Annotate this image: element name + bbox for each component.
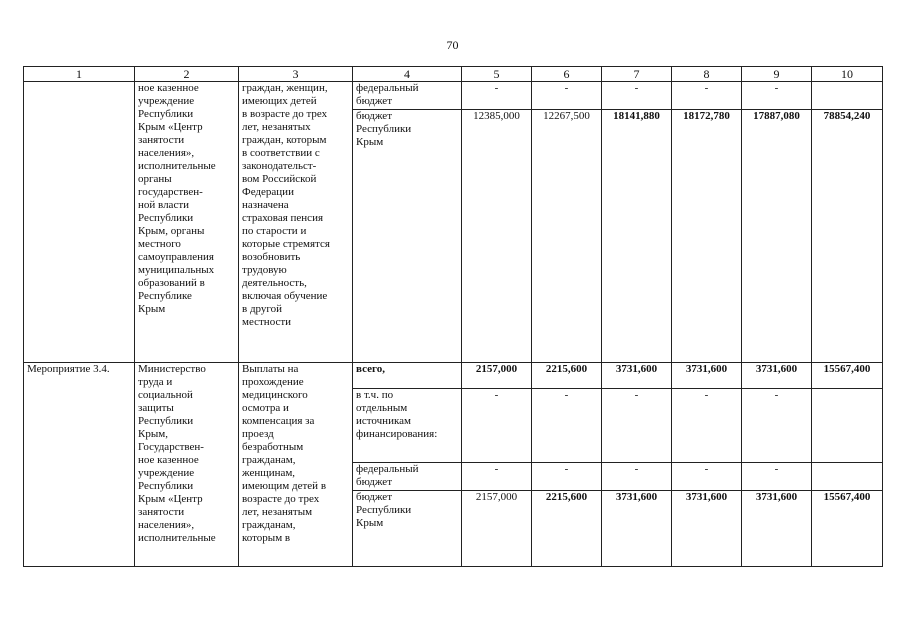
value-cell: -: [602, 463, 672, 491]
header-col-4: 4: [353, 67, 462, 82]
source-label: федеральный бюджет: [353, 463, 462, 491]
value-cell: -: [602, 389, 672, 463]
value-cell: 18141,880: [602, 110, 672, 363]
source-label: бюджет Республики Крым: [353, 110, 462, 363]
value-cell: -: [742, 82, 812, 110]
value-cell: 2157,000: [462, 491, 532, 567]
value-cell: -: [742, 389, 812, 463]
value-cell: 17887,080: [742, 110, 812, 363]
description-cell: граждан, женщин, имеющих детей в возрасте до трех лет, незанятых граждан, которым в соответствии с законодательст- вом Российской Федерации назначена страховая пенсия по старости и которые стремятся возобновить трудовую деятельность, включая обучение в другой местности: [239, 82, 353, 363]
header-col-2: 2: [135, 67, 239, 82]
value-cell: 3731,600: [672, 363, 742, 389]
header-col-6: 6: [532, 67, 602, 82]
value-cell: -: [672, 463, 742, 491]
value-cell: -: [532, 389, 602, 463]
header-col-5: 5: [462, 67, 532, 82]
header-col-1: 1: [24, 67, 135, 82]
description-cell: Выплаты на прохождение медицинского осмотра и компенсация за проезд безработным гражданам, женщинам, имеющим детей в возрасте до трех лет, незанятым гражданам, которым в: [239, 363, 353, 567]
executors-cell: ное казенное учреждение Республики Крым «Центр занятости населения», исполнительные органы государствен- ной власти Республики Крым, органы местного самоуправления муниципальных образований в Республике Крым: [135, 82, 239, 363]
table-row: [24, 363, 883, 389]
value-cell: 15567,400: [812, 363, 883, 389]
table-row: [24, 82, 883, 110]
value-cell: 15567,400: [812, 491, 883, 567]
value-cell: -: [462, 389, 532, 463]
value-cell: 78854,240: [812, 110, 883, 363]
value-cell: 3731,600: [672, 491, 742, 567]
value-cell: 3731,600: [602, 491, 672, 567]
header-row: [24, 67, 883, 82]
value-cell: [812, 389, 883, 463]
source-label: бюджет Республики Крым: [353, 491, 462, 567]
executors-cell: Министерство труда и социальной защиты Республики Крым, Государствен- ное казенное учреждение Республики Крым «Центр занятости населения», исполнительные: [135, 363, 239, 567]
value-cell: 3731,600: [602, 363, 672, 389]
value-cell: -: [532, 82, 602, 110]
header-col-3: 3: [239, 67, 353, 82]
value-cell: 12385,000: [462, 110, 532, 363]
value-cell: 2157,000: [462, 363, 532, 389]
value-cell: -: [602, 82, 672, 110]
funding-table: [23, 66, 883, 567]
header-col-8: 8: [672, 67, 742, 82]
value-cell: -: [672, 82, 742, 110]
value-cell: -: [672, 389, 742, 463]
source-label: федеральный бюджет: [353, 82, 462, 110]
value-cell: -: [462, 82, 532, 110]
value-cell: 18172,780: [672, 110, 742, 363]
source-label: в т.ч. по отдельным источникам финансирования:: [353, 389, 462, 463]
value-cell: 2215,600: [532, 363, 602, 389]
value-cell: -: [532, 463, 602, 491]
activity-name-cell: [24, 82, 135, 363]
value-cell: [812, 463, 883, 491]
value-cell: 3731,600: [742, 491, 812, 567]
source-label: всего,: [353, 363, 462, 389]
value-cell: 12267,500: [532, 110, 602, 363]
header-col-7: 7: [602, 67, 672, 82]
value-cell: -: [742, 463, 812, 491]
value-cell: [812, 82, 883, 110]
header-col-9: 9: [742, 67, 812, 82]
value-cell: 2215,600: [532, 491, 602, 567]
page-number: 70: [446, 38, 459, 52]
header-col-10: 10: [812, 67, 883, 82]
value-cell: -: [462, 463, 532, 491]
activity-name-cell: Мероприятие 3.4.: [24, 363, 135, 567]
value-cell: 3731,600: [742, 363, 812, 389]
